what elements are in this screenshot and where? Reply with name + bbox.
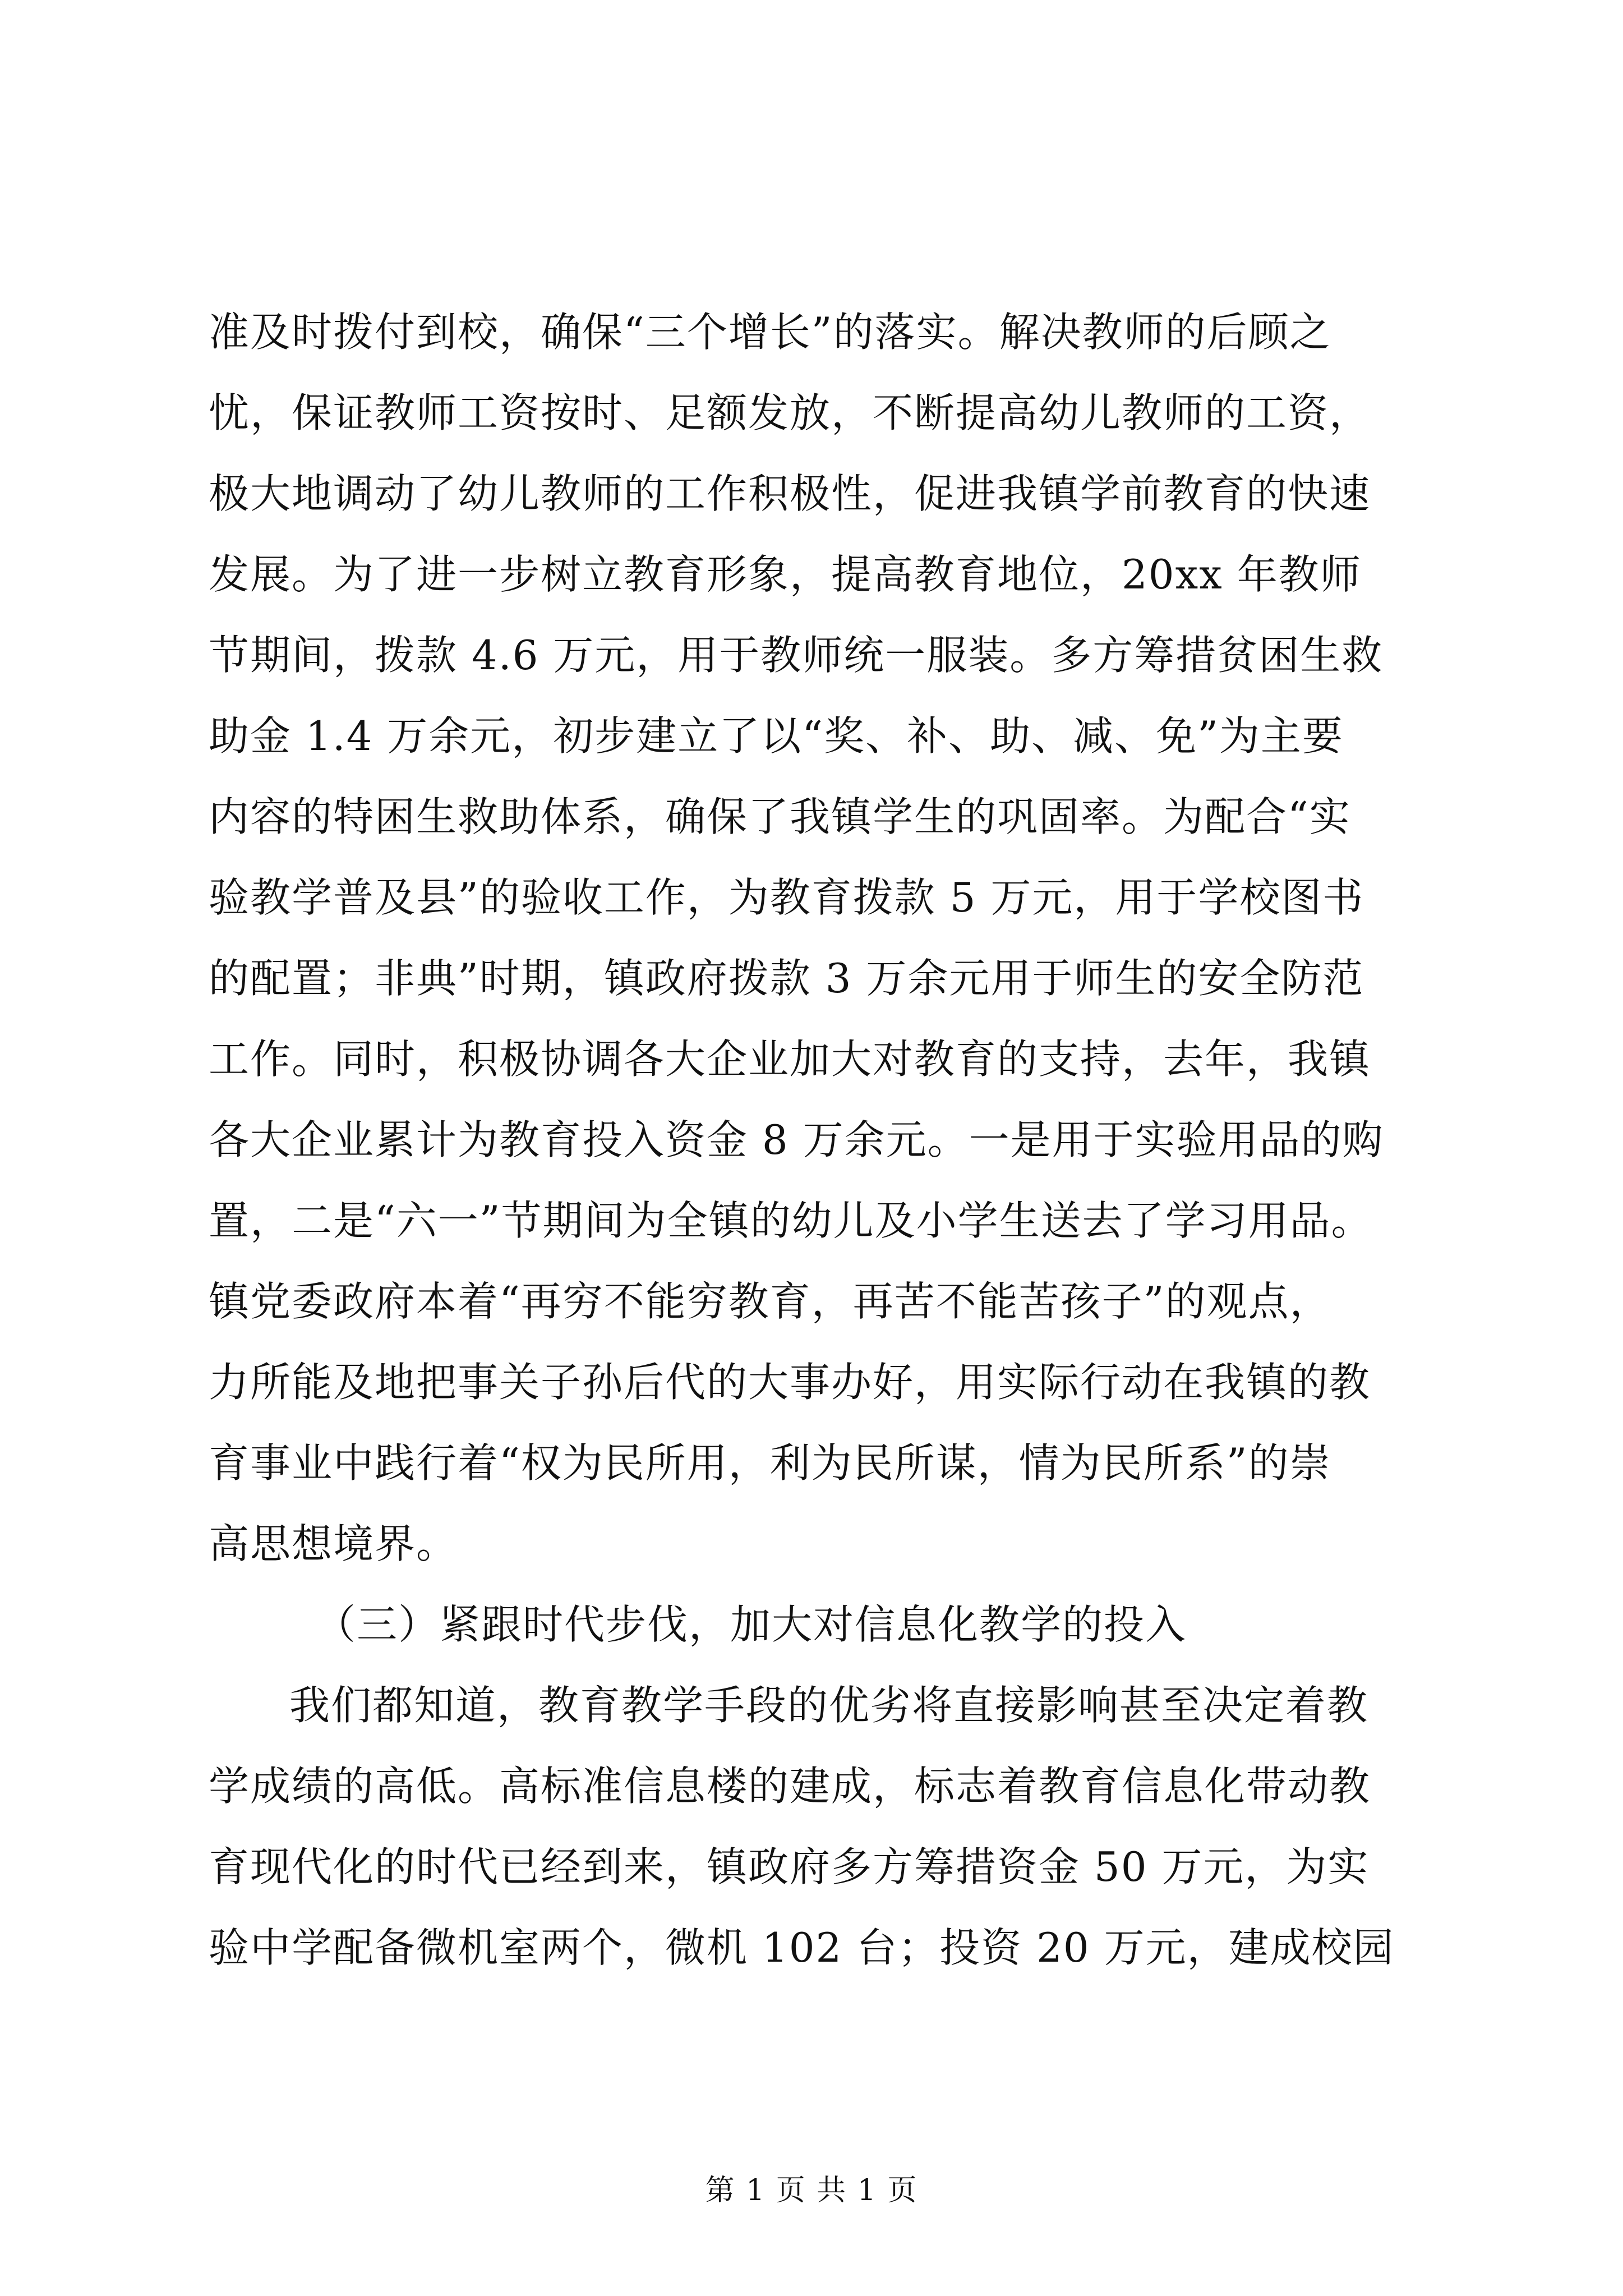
- text-line: 我们都知道，教育教学手段的优劣将直接影响甚至决定着教: [289, 1682, 1369, 1729]
- text-line: 置，二是“六一”节期间为全镇的幼儿及小学生送去了学习用品。: [209, 1197, 1373, 1244]
- document-body: [209, 292, 1420, 1988]
- text-line: 镇党委政府本着“再穷不能穷教育，再苦不能苦孩子”的观点，: [209, 1278, 1331, 1325]
- text-line: 验教学普及县”的验收工作，为教育拨款 5 万元，用于学校图书: [209, 874, 1364, 921]
- text-line: 学成绩的高低。高标准信息楼的建成，标志着教育信息化带动教: [209, 1763, 1371, 1810]
- text-line: 验中学配备微机室两个，微机 102 台；投资 20 万元，建成校园: [209, 1924, 1395, 1971]
- text-line: 工作。同时，积极协调各大企业加大对教育的支持，去年，我镇: [209, 1036, 1371, 1083]
- text-line: 的配置；非典”时期，镇政府拨款 3 万余元用于师生的安全防范: [209, 955, 1364, 1002]
- text-line: 力所能及地把事关子孙后代的大事办好，用实际行动在我镇的教: [209, 1359, 1371, 1406]
- text-line: 内容的特困生救助体系，确保了我镇学生的巩固率。为配合“实: [209, 793, 1351, 840]
- text-line: 育事业中践行着“权为民所用，利为民所谋，情为民所系”的崇: [209, 1439, 1331, 1487]
- text-line: 准及时拨付到校，确保“三个增长”的落实。解决教师的后顾之: [209, 309, 1331, 356]
- text-line: 节期间，拨款 4.6 万元，用于教师统一服装。多方筹措贫困生救: [209, 632, 1384, 679]
- text-line: 高思想境界。: [209, 1520, 458, 1567]
- text-line: 极大地调动了幼儿教师的工作积极性，促进我镇学前教育的快速: [209, 470, 1371, 517]
- section-heading: （三）紧跟时代步伐，加大对信息化教学的投入: [315, 1601, 1187, 1648]
- text-line: 育现代化的时代已经到来，镇政府多方筹措资金 50 万元，为实: [209, 1843, 1370, 1890]
- text-line: 助金 1.4 万余元，初步建立了以“奖、补、助、减、免”为主要: [209, 712, 1344, 760]
- page-footer: 第 1 页 共 1 页: [705, 2174, 918, 2207]
- text-line: 忧，保证教师工资按时、足额发放，不断提高幼儿教师的工资，: [209, 389, 1371, 436]
- text-line: 发展。为了进一步树立教育形象，提高教育地位，20xx 年教师: [209, 551, 1362, 598]
- text-line: 各大企业累计为教育投入资金 8 万余元。一是用于实验用品的购: [209, 1116, 1384, 1163]
